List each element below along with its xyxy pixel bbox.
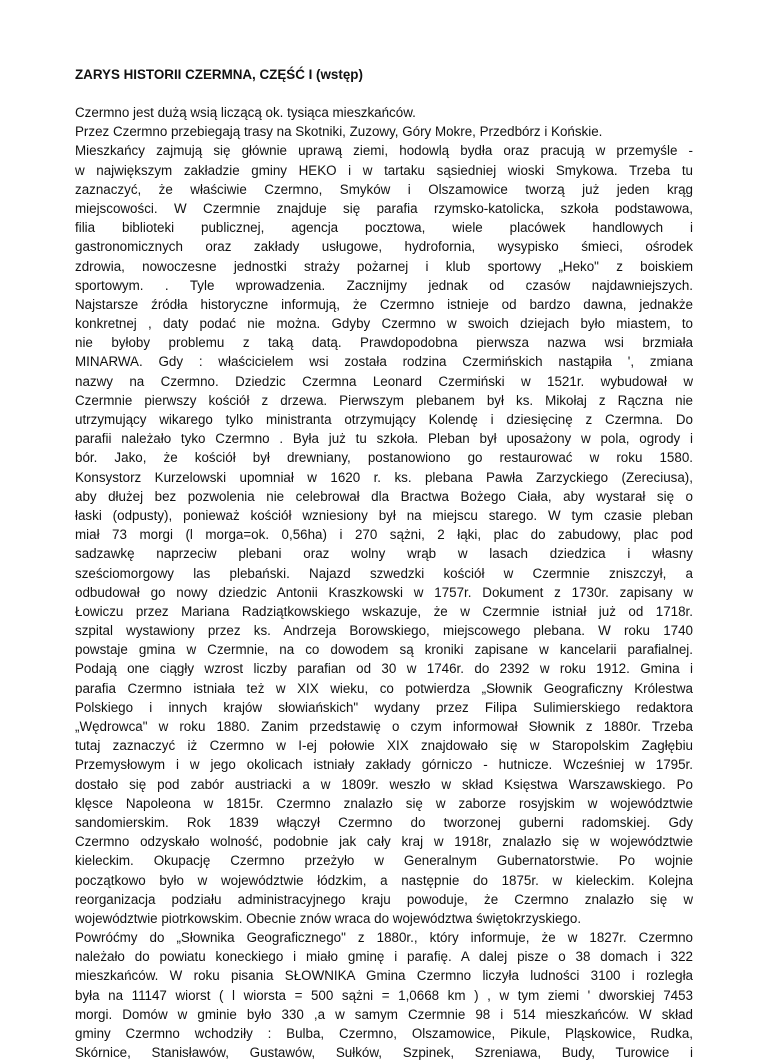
text-line: miejscowości. W Czermnie znajduje się parafia rzymsko-katolicka, szkoła podstawowa, (75, 200, 693, 216)
document-page (75, 65, 693, 1062)
text-line: reorganizacja podziału administracyjnego kraju powoduje, że Czermno znalazło się w (75, 891, 693, 907)
text-line: „Wędrowca" w roku 1880. Zanim przedstawię o czym informował Słownik z 1880r. Trzeba (75, 719, 693, 734)
text-line: kieleckim. Okupację Czermno przeżyło w Generalnym Gubernatorstwie. Po wojnie (75, 853, 693, 869)
text-line: miał 73 morgi (l morga=ok. 0,56ha) i 270 sążni, 2 łąki, plac do zabudowy, plac pod (75, 527, 693, 543)
text-line: Polskiego i innych krajów słowiańskich" wydany przez Filipa Sulimierskiego redaktora (75, 699, 693, 715)
text-line: gastronomicznych oraz zakłady usługowe, hydrofornia, wysypisko śmieci, ośrodek (75, 239, 693, 255)
text-line: była na 11147 wiorst ( l wiorsta = 500 sążni = 1,0668 km ) , w tym ziemi ' dworskiej 7453 (75, 987, 693, 1003)
text-line: MINARWA. Gdy : właścicielem wsi została rodzina Czermińskich nastąpiła ', zmiana (75, 354, 693, 370)
text-line: aby dłużej bez pozwolenia nie celebrował dla Bractwa Bożego Ciała, aby wystarał się o (75, 488, 693, 504)
text-line: województwie piotrkowskim. Obecnie znów wraca do województwa świętokrzyskiego. (75, 910, 582, 926)
text-line: sześciomorgowy las plebański. Najazd szwedzki kościół w Czermnie zniszczył, a (75, 565, 693, 581)
text-line: łaski (odpusty), ponieważ kościół wzniesiony był na miejscu starego. W tym czasie pleban (75, 507, 693, 523)
text-line: dostało się pod zabór austriacki a w 1809r. weszło w skład Księstwa Warszawskiego. Po (75, 776, 693, 792)
text-line: w największym zakładzie gminy HEKO i w tartaku sąsiedniej wioski Smykowa. Trzeba tu (75, 162, 693, 178)
text-line: mieszkańców. W roku pisania SŁOWNIKA Gmina Czermno liczyła ludności 3100 i rozległa (75, 968, 693, 984)
text-line: klęsce Napoleona w 1815r. Czermno znalazło się w zaborze rosyjskim w województwie (75, 795, 693, 811)
text-line: tutaj zaznaczyć iż Czermno w I-ej połowie XIX znajdowało się w Staropolskim Zagłębiu (75, 738, 693, 754)
text-line: filia biblioteki publicznej, agencja pocztowa, wiele placówek handlowych i (75, 220, 693, 236)
text-line: zaznaczyć, że właściwie Czermno, Smyków i Olszamowice tworzą już jeden krąg (75, 181, 693, 197)
text-line: Konsystorz Kurzelowski upomniał w 1620 r. ks. plebana Pawła Zarzyckiego (Zereciusa), (75, 469, 693, 485)
text-line: początkowo było w województwie łódzkim, a następnie do 1875r. w kieleckim. Kolejna (75, 872, 693, 888)
text-line: parafii należało tyko Czermno . Była już tu szkoła. Pleban był uposażony w pola, ogrody i (75, 431, 693, 447)
document-body (75, 103, 693, 1062)
text-line: gminy Czermno wchodziły : Bulba, Czermno, Olszamowice, Pikule, Pląskowice, Rudka, (75, 1026, 693, 1041)
text-line: konkretnej , daty podać nie można. Gdyby Czermno w swoich dziejach było miastem, to (75, 316, 693, 332)
text-line: parafia Czermno istniała też w XIX wieku, co potwierdza „Słownik Geograficzny Królestwa (75, 680, 693, 696)
text-line: szpital wystawiony przez ks. Andrzeja Borowskiego, miejscowego plebana. W roku 1740 (75, 623, 693, 639)
text-line: morgi. Domów w gminie było 330 ,a w samym Czermnie 98 i 514 mieszkańców. W skład (75, 1006, 693, 1022)
text-line: zdrowia, nowoczesne jednostki straży pożarnej i klub sportowy „Heko" z boiskiem (75, 258, 693, 274)
text-line: Łowiczu przez Mariana Radziątkowskiego wskazuje, że w Czermnie istniał już od 1718r. (75, 603, 693, 619)
text-line: Czermno odzyskało wolność, podobnie jak cały kraj w 1918r, znalazło się w województwie (75, 834, 693, 850)
text-line: nie byłoby problemu z taką datą. Prawdopodobna pierwsza nazwa wsi brzmiała (75, 335, 693, 351)
text-line: Przemysłowym i w jego okolicach istniały zakłady górniczo - hutnicze. Wcześniej w 1795r. (75, 757, 693, 773)
text-line: sandomierskim. Rok 1839 włączył Czermno do tworzonej guberni radomskiej. Gdy (75, 814, 693, 830)
text-line: Powróćmy do „Słownika Geograficznego" z 1880r., który informuje, że w 1827r. Czermno (75, 930, 693, 946)
text-line: sadzawkę naprzeciw plebani oraz wolny wrąb w lasach dziedzica i własny (75, 546, 693, 562)
text-line: Czermno jest dużą wsią liczącą ok. tysiąca mieszkańców. (75, 105, 416, 120)
text-line: bór. Jako, że kościół był drewniany, postanowiono go restaurować w roku 1580. (75, 450, 693, 466)
text-line: Najstarsze źródła historyczne informują, że Czermno istnieje od bardzo dawna, jednakże (75, 296, 693, 312)
text-line: Mieszkańcy zajmują się głównie uprawą ziemi, hodowlą bydła oraz pracują w przemyśle - (75, 143, 693, 159)
text-line: Czermnie pierwszy kościół z drzewa. Pierwszym plebanem był ks. Mikołaj z Rączna nie (75, 392, 693, 408)
text-line: sportowym. . Tyle wprowadzenia. Zacznijmy jednak od czasów najdawniejszych. (75, 277, 693, 293)
text-line: nazwy na Czermno. Dziedzic Czermna Leonard Czermiński w 1521r. wybudował w (75, 373, 693, 389)
text-line: Podają one ciągły wzrost liczby parafian od 30 w 1746r. do 2392 w roku 1912. Gmina i (75, 661, 693, 677)
text-line: odbudował go nowy dziedzic Antonii Kraszkowski w 1757r. Dokument z 1730r. zapisany w (75, 584, 693, 600)
text-line: utrzymujący wikarego tylko ministranta otrzymujący Kolendę i dziesięcinę z Czermna. Do (75, 412, 693, 427)
text-line: powstaje gmina w Czermnie, na co dowodem są kroniki zapisane w kancelarii parafialnej. (75, 642, 693, 658)
text-line: należało do powiatu koneckiego i miało gminę i parafię. A dalej pisze o 38 domach i 322 (75, 949, 693, 965)
text-line: Przez Czermno przebiegają trasy na Skotniki, Zuzowy, Góry Mokre, Przedbórz i Końskie. (75, 124, 603, 140)
text-line: Skórnice, Stanisławów, Gustawów, Sułków, Szpinek, Szreniawa, Budy, Turowice i (75, 1045, 693, 1061)
document-title: ZARYS HISTORII CZERMNA, CZĘŚĆ I (wstęp) (75, 67, 363, 82)
